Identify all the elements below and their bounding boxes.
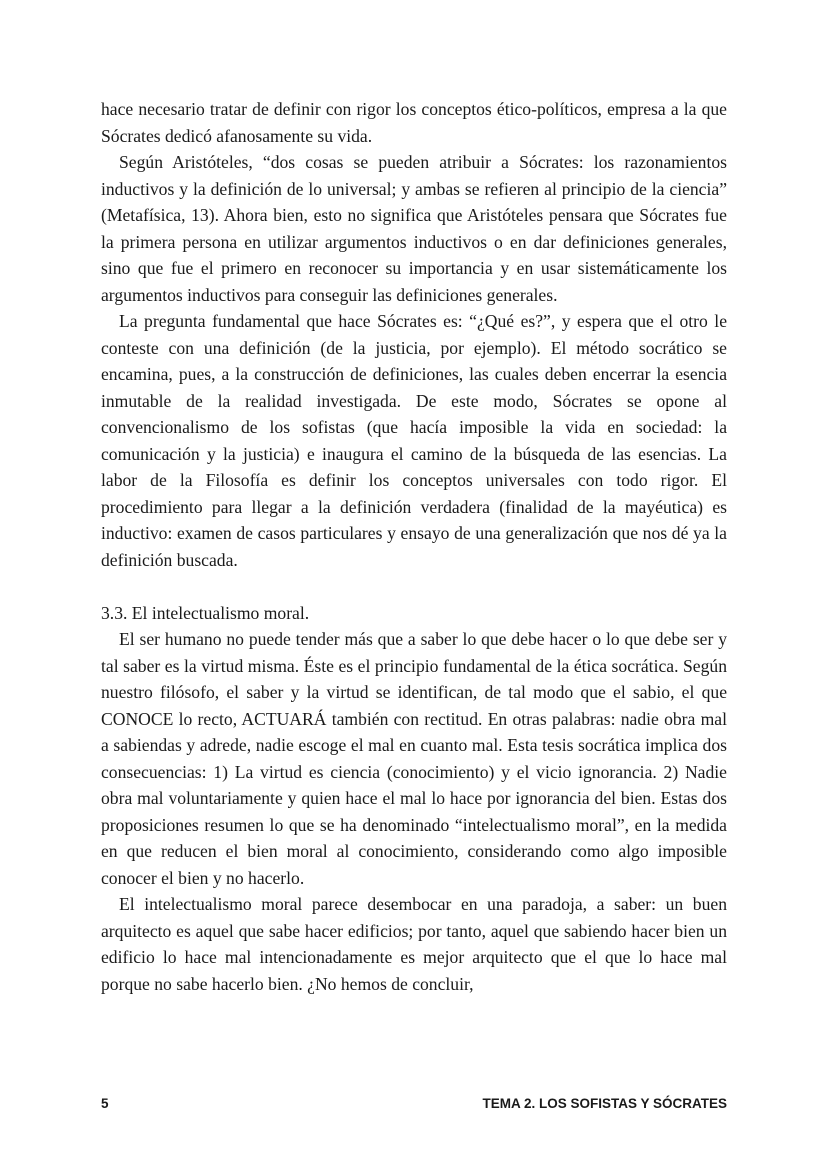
- paragraph-continuation: hace necesario tratar de definir con rigor los conceptos ético-políticos, empresa a la que Sócrates dedicó afanosamente su vida.: [101, 99, 727, 146]
- paragraph-pregunta-fundamental: La pregunta fundamental que hace Sócrates es: “¿Qué es?”, y espera que el otro le conteste con una definición (de la justicia, por ejemplo). El método socrático se encamina, pues, a la construcción de definiciones, las cuales deben encerrar la esencia inmutable de la realidad investigada. De este modo, Sócrates se opone al convencionalismo de los sofistas (que hacía imposible la vida en sociedad: la comunicación y la justicia) e inaugura el camino de la búsqueda de las esencias. La labor de la Filosofía es definir los conceptos universales con todo rigor. El procedimiento para llegar a la definición verdadera (finalidad de la mayéutica) es inductivo: examen de casos particulares y ensayo de una generalización que nos dé ya la definición buscada.: [101, 311, 727, 570]
- running-head: TEMA 2. LOS SOFISTAS Y SÓCRATES: [482, 1096, 727, 1111]
- page-footer: [101, 1096, 727, 1116]
- body-text: [101, 96, 727, 997]
- section-heading: 3.3. El intelectualismo moral.: [101, 602, 310, 623]
- page-number: 5: [101, 1096, 109, 1111]
- paragraph-paradoja: El intelectualismo moral parece desembocar en una paradoja, a saber: un buen arquitecto es aquel que sabe hacer edificios; por tanto, aquel que sabiendo hacer bien un edificio lo hace mal intencionadamente es mejor arquitecto que el que lo hace mal porque no sabe hacerlo bien. ¿No hemos de concluir,: [101, 894, 727, 994]
- paragraph-ser-humano: El ser humano no puede tender más que a saber lo que debe hacer o lo que debe ser y tal saber es la virtud misma. Éste es el principio fundamental de la ética socrática. Según nuestro filósofo, el saber y la virtud se identifican, de tal modo que el sabio, el que CONOCE lo recto, ACTUARÁ también con rectitud. En otras palabras: nadie obra mal a sabiendas y adrede, nadie escoge el mal en cuanto mal. Esta tesis socrática implica dos consecuencias: 1) La virtud es ciencia (conocimiento) y el vicio ignorancia. 2) Nadie obra mal voluntariamente y quien hace el mal lo hace por ignorancia del bien. Estas dos proposiciones resumen lo que se ha denominado “intelectualismo moral”, en la medida en que reducen el bien moral al conocimiento, considerando como algo imposible conocer el bien y no hacerlo.: [101, 629, 727, 888]
- paragraph-aristoteles: Según Aristóteles, “dos cosas se pueden atribuir a Sócrates: los razonamientos inductivos y la definición de lo universal; y ambas se refieren al principio de la ciencia” (Metafísica, 13). Ahora bien, esto no significa que Aristóteles pensara que Sócrates fue la primera persona en utilizar argumentos inductivos o en dar definiciones generales, sino que fue el primero en reconocer su importancia y en usar sistemáticamente los argumentos inductivos para conseguir las definiciones generales.: [101, 152, 727, 305]
